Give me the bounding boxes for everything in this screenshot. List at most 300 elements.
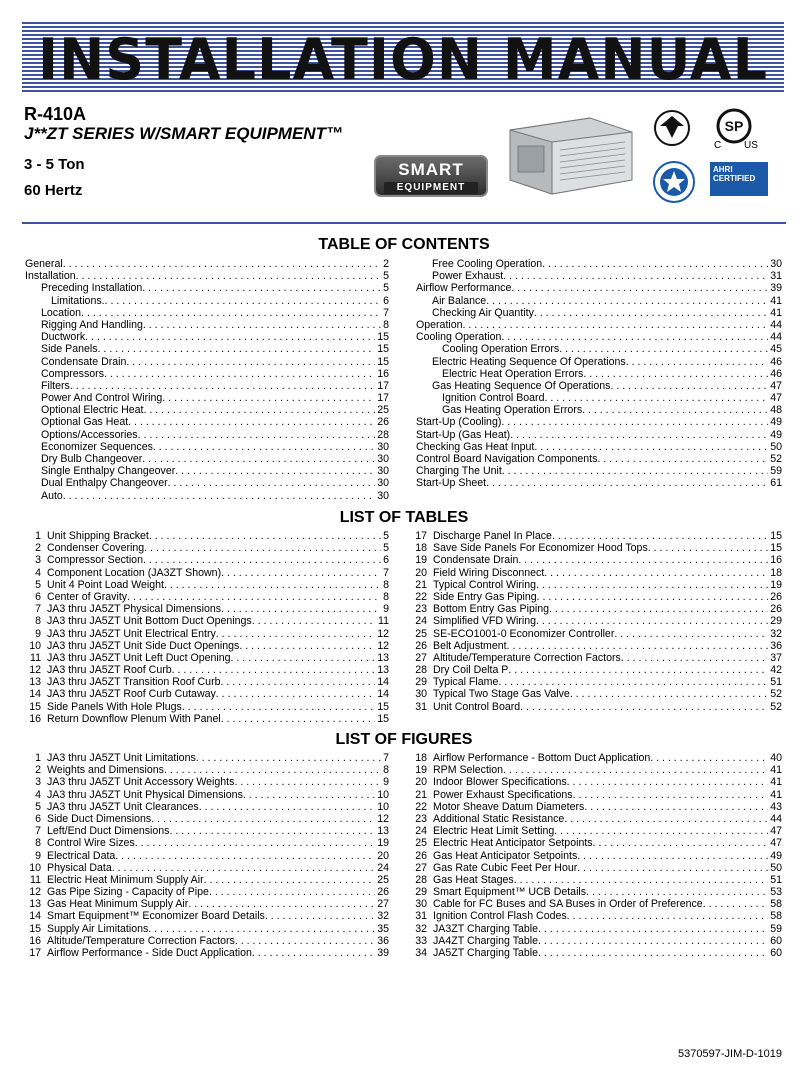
- table-entry-number: 7: [35, 603, 41, 616]
- toc-entry-page: 46: [770, 355, 782, 368]
- figure-entry[interactable]: [25, 789, 389, 801]
- toc-entry-page: 30: [377, 465, 389, 478]
- figure-entry-page: 47: [770, 825, 782, 838]
- table-entry-page: 15: [377, 700, 389, 713]
- table-entry-page: 32: [770, 627, 782, 640]
- figure-entry[interactable]: [411, 898, 782, 910]
- toc-leader-dots: [510, 429, 768, 441]
- smart-logo-line2: EQUIPMENT: [384, 182, 478, 194]
- figure-entry[interactable]: [411, 752, 782, 764]
- toc-entry-label: Condensate Drain: [41, 355, 127, 368]
- figure-entry[interactable]: [25, 825, 389, 837]
- figure-entry[interactable]: [25, 850, 389, 862]
- toc-leader-dots: [162, 392, 375, 404]
- toc-entry-label: Electric Heat Operation Errors: [442, 367, 584, 380]
- table-entry-label: Simplified VFD Wiring: [433, 615, 537, 628]
- table-entry[interactable]: [25, 603, 389, 615]
- figure-entry-label: Gas Rate Cubic Feet Per Hour: [433, 861, 578, 874]
- toc-entry[interactable]: [416, 453, 782, 465]
- title-banner: [22, 22, 784, 92]
- toc-entry[interactable]: [25, 368, 389, 380]
- table-leader-dots: [231, 652, 376, 664]
- toc-entry-label: Electric Heating Sequence Of Operations: [432, 355, 626, 368]
- figure-entry-label: Airflow Performance - Side Duct Application: [47, 947, 252, 959]
- table-entry-page: 12: [377, 627, 389, 640]
- figure-entry-page: 51: [770, 873, 782, 886]
- toc-leader-dots: [81, 307, 381, 319]
- toc-entry-label: Dry Bulb Changeover: [41, 453, 143, 465]
- figure-entry-label: Altitude/Temperature Correction Factors: [47, 934, 235, 947]
- figure-entry-number: 3: [35, 776, 41, 789]
- figure-entry-number: 31: [415, 910, 427, 923]
- table-entry-number: 13: [29, 676, 41, 689]
- figure-entry-label: Gas Heat Stages: [433, 873, 514, 886]
- table-leader-dots: [164, 579, 381, 591]
- figure-entry-page: 43: [770, 800, 782, 813]
- table-entry-label: Altitude/Temperature Correction Factors: [433, 651, 621, 664]
- toc-entry[interactable]: [25, 319, 389, 331]
- table-leader-dots: [520, 701, 768, 713]
- table-entry-label: JA3 thru JA5ZT Unit Electrical Entry: [47, 627, 216, 640]
- figure-entry-label: Electric Heat Limit Setting: [433, 825, 555, 838]
- figure-leader-dots: [567, 776, 769, 788]
- figure-entry-label: Additional Static Resistance: [433, 812, 565, 825]
- toc-entry[interactable]: [25, 356, 389, 368]
- toc-entry[interactable]: [416, 356, 782, 368]
- figure-entry-number: 17: [29, 947, 41, 959]
- figure-entry[interactable]: [25, 898, 389, 910]
- toc-leader-dots: [142, 282, 381, 294]
- figure-entry[interactable]: [25, 764, 389, 776]
- table-entry[interactable]: [25, 567, 389, 579]
- toc-entry-label: Ignition Control Board: [442, 392, 545, 405]
- table-entry[interactable]: [25, 688, 389, 700]
- table-entry-label: Typical Two Stage Gas Valve: [433, 688, 570, 701]
- table-leader-dots: [221, 676, 376, 688]
- table-entry-label: Field Wiring Disconnect: [433, 566, 545, 579]
- toc-entry-label: Options/Accessories: [41, 428, 138, 441]
- toc-entry[interactable]: [416, 404, 782, 416]
- figure-entry-page: 27: [377, 898, 389, 911]
- table-entry-page: 13: [377, 651, 389, 664]
- figure-leader-dots: [593, 837, 769, 849]
- toc-entry[interactable]: [25, 380, 389, 392]
- figure-entry[interactable]: [25, 910, 389, 922]
- toc-entry[interactable]: [416, 429, 782, 441]
- toc-entry[interactable]: [25, 282, 389, 294]
- table-entry-number: 23: [415, 603, 427, 616]
- table-entry-number: 27: [415, 651, 427, 664]
- toc-entry-label: Compressors: [41, 367, 104, 380]
- table-entry[interactable]: [411, 676, 782, 688]
- figure-entry[interactable]: [411, 801, 782, 813]
- figure-entry[interactable]: [411, 935, 782, 947]
- toc-entry[interactable]: [25, 295, 389, 307]
- table-entry-page: 37: [770, 651, 782, 664]
- toc-entry[interactable]: [25, 343, 389, 355]
- table-leader-dots: [552, 530, 768, 542]
- tables-title: LIST OF TABLES: [339, 509, 469, 526]
- toc-leader-dots: [142, 453, 375, 465]
- toc-entry[interactable]: [25, 307, 389, 319]
- document-number: 5370597-JIM-D-1019: [678, 1048, 782, 1060]
- table-entry[interactable]: [25, 591, 389, 603]
- figure-entry[interactable]: [411, 813, 782, 825]
- figure-leader-dots: [577, 862, 768, 874]
- toc-entry[interactable]: [416, 331, 782, 343]
- toc-leader-dots: [610, 380, 768, 392]
- table-entry[interactable]: [411, 615, 782, 627]
- toc-entry-label: Installation: [25, 270, 76, 283]
- figure-entry-page: 8: [383, 764, 389, 777]
- table-entry-label: Save Side Panels For Economizer Hood Tops: [433, 542, 648, 555]
- table-leader-dots: [648, 542, 768, 554]
- table-entry[interactable]: [411, 664, 782, 676]
- figure-entry-page: 47: [770, 837, 782, 850]
- toc-entry-label: Single Enthalpy Changeover: [41, 465, 176, 478]
- figure-leader-dots: [164, 764, 381, 776]
- table-entry[interactable]: [411, 652, 782, 664]
- toc-entry-label: Airflow Performance: [416, 282, 512, 295]
- figure-entry-number: 21: [415, 788, 427, 801]
- table-entry-number: 30: [415, 688, 427, 701]
- toc-leader-dots: [85, 331, 375, 343]
- figure-entry[interactable]: [25, 752, 389, 764]
- toc-entry-page: 15: [377, 343, 389, 356]
- figure-entry-number: 28: [415, 873, 427, 886]
- toc-entry[interactable]: [25, 453, 389, 465]
- figure-leader-dots: [151, 813, 375, 825]
- figure-entry-number: 4: [35, 788, 41, 801]
- figure-entry-label: JA5ZT Charging Table: [433, 947, 539, 959]
- figure-entry[interactable]: [411, 825, 782, 837]
- toc-entry[interactable]: [25, 392, 389, 404]
- toc-entry-label: Operation: [416, 318, 463, 331]
- table-entry[interactable]: [25, 530, 389, 542]
- figure-entry[interactable]: [25, 935, 389, 947]
- toc-entry-label: Filters: [41, 379, 70, 392]
- figure-leader-dots: [586, 886, 768, 898]
- toc-entry[interactable]: [416, 380, 782, 392]
- table-leader-dots: [508, 664, 768, 676]
- table-entry[interactable]: [411, 591, 782, 603]
- toc-right-column: [416, 258, 782, 490]
- figure-entry[interactable]: [25, 947, 389, 959]
- figure-entry-page: 26: [377, 886, 389, 899]
- figure-entry-label: JA3 thru JA5ZT Unit Physical Dimensions: [47, 788, 243, 801]
- table-entry-number: 11: [30, 651, 41, 664]
- table-entry[interactable]: [25, 701, 389, 713]
- table-entry[interactable]: [25, 664, 389, 676]
- table-entry-number: 14: [29, 688, 41, 701]
- table-entry[interactable]: [25, 713, 389, 725]
- table-leader-dots: [621, 652, 768, 664]
- figures-left-column: [25, 752, 389, 959]
- smart-logo-line1: SMART: [398, 160, 464, 179]
- table-entry[interactable]: [411, 530, 782, 542]
- figure-leader-dots: [115, 850, 375, 862]
- figure-entry[interactable]: [25, 862, 389, 874]
- table-entry-label: JA3 thru JA5ZT Roof Curb Cutaway: [47, 688, 216, 701]
- toc-entry[interactable]: [416, 343, 782, 355]
- table-entry[interactable]: [25, 542, 389, 554]
- figure-entry[interactable]: [411, 837, 782, 849]
- toc-entry[interactable]: [416, 282, 782, 294]
- toc-entry[interactable]: [416, 465, 782, 477]
- figure-leader-dots: [564, 813, 768, 825]
- table-entry[interactable]: [25, 615, 389, 627]
- toc-entry[interactable]: [416, 295, 782, 307]
- toc-entry-page: 5: [383, 270, 389, 283]
- toc-entry[interactable]: [25, 490, 389, 502]
- figure-entry[interactable]: [411, 862, 782, 874]
- toc-entry[interactable]: [416, 392, 782, 404]
- figure-entry[interactable]: [411, 850, 782, 862]
- figure-entry[interactable]: [411, 764, 782, 776]
- table-leader-dots: [518, 554, 768, 566]
- figure-entry[interactable]: [25, 801, 389, 813]
- figure-leader-dots: [703, 898, 769, 910]
- table-entry[interactable]: [411, 603, 782, 615]
- table-leader-dots: [172, 664, 376, 676]
- toc-entry-page: 39: [770, 282, 782, 295]
- table-leader-dots: [614, 628, 768, 640]
- figure-entry-label: Smart Equipment™ UCB Details: [433, 886, 587, 899]
- header-divider: [22, 222, 786, 224]
- table-entry-label: Condensate Drain: [433, 554, 519, 567]
- figure-entry-label: Weights and Dimensions: [47, 764, 164, 777]
- toc-entry-label: Optional Electric Heat: [41, 404, 144, 417]
- table-entry-number: 4: [35, 566, 41, 579]
- figure-entry[interactable]: [411, 874, 782, 886]
- toc-entry-page: 49: [770, 416, 782, 429]
- figure-leader-dots: [567, 910, 769, 922]
- table-entry-page: 15: [377, 712, 389, 725]
- figure-entry[interactable]: [25, 776, 389, 788]
- toc-entry[interactable]: [25, 258, 389, 270]
- table-entry-number: 26: [415, 639, 427, 652]
- table-entry-page: 8: [383, 578, 389, 591]
- figure-leader-dots: [577, 850, 768, 862]
- table-entry-page: 16: [770, 554, 782, 567]
- table-entry[interactable]: [411, 688, 782, 700]
- table-entry-label: JA3 thru JA5ZT Unit Left Duct Opening: [47, 651, 231, 664]
- table-entry-label: Unit Shipping Bracket: [47, 530, 149, 542]
- figure-entry[interactable]: [411, 789, 782, 801]
- toc-entry-page: 8: [383, 318, 389, 331]
- toc-entry-page: 46: [770, 367, 782, 380]
- table-entry-label: Belt Adjustment: [433, 639, 507, 652]
- figure-entry-number: 16: [29, 934, 41, 947]
- table-entry[interactable]: [25, 676, 389, 688]
- toc-entry[interactable]: [25, 416, 389, 428]
- refrigerant-label: R-410A: [24, 104, 87, 124]
- figure-entry-page: 25: [377, 873, 389, 886]
- table-entry-number: 29: [415, 676, 427, 689]
- toc-entry[interactable]: [416, 416, 782, 428]
- figure-leader-dots: [650, 752, 768, 764]
- toc-left-column: [25, 258, 389, 502]
- toc-leader-dots: [168, 477, 376, 489]
- toc-entry-page: 47: [770, 392, 782, 405]
- table-entry-number: 1: [35, 530, 41, 542]
- table-entry-page: 52: [770, 688, 782, 701]
- table-leader-dots: [182, 701, 375, 713]
- toc-entry-label: Economizer Sequences: [41, 440, 153, 453]
- figure-leader-dots: [169, 825, 375, 837]
- figure-leader-dots: [265, 910, 375, 922]
- table-entry[interactable]: [411, 542, 782, 554]
- toc-entry[interactable]: [416, 258, 782, 270]
- figure-entry-number: 32: [415, 922, 427, 935]
- table-entry[interactable]: [411, 567, 782, 579]
- table-leader-dots: [216, 628, 375, 640]
- toc-leader-dots: [76, 270, 381, 282]
- toc-entry[interactable]: [25, 331, 389, 343]
- figure-entry[interactable]: [411, 923, 782, 935]
- figure-entry-label: JA3 thru JA5ZT Unit Clearances: [47, 800, 199, 813]
- table-entry-label: Compressor Section: [47, 554, 143, 567]
- toc-leader-dots: [502, 465, 768, 477]
- toc-entry-label: Optional Gas Heat: [41, 416, 129, 429]
- table-entry[interactable]: [25, 554, 389, 566]
- figure-entry[interactable]: [25, 923, 389, 935]
- toc-leader-dots: [143, 319, 381, 331]
- figure-entry[interactable]: [25, 837, 389, 849]
- figure-entry-number: 30: [415, 898, 427, 911]
- figure-leader-dots: [514, 874, 769, 886]
- table-entry[interactable]: [411, 579, 782, 591]
- frequency-label: 60 Hertz: [24, 182, 83, 199]
- figure-entry-page: 58: [770, 898, 782, 911]
- figure-entry-number: 1: [35, 752, 41, 764]
- toc-entry-page: 30: [377, 489, 389, 502]
- figure-entry-number: 8: [35, 837, 41, 850]
- table-entry[interactable]: [25, 628, 389, 640]
- table-entry[interactable]: [25, 652, 389, 664]
- figure-entry-page: 40: [770, 752, 782, 764]
- table-entry-number: 31: [415, 700, 427, 713]
- table-entry-page: 11: [378, 615, 389, 628]
- figure-entry[interactable]: [411, 910, 782, 922]
- table-entry[interactable]: [411, 701, 782, 713]
- figure-entry-label: RPM Selection: [433, 764, 504, 777]
- figure-entry-label: Electric Heat Minimum Supply Air: [47, 873, 204, 886]
- toc-entry[interactable]: [25, 270, 389, 282]
- figure-entry-number: 27: [415, 861, 427, 874]
- figure-entry-page: 44: [770, 812, 782, 825]
- table-entry[interactable]: [411, 554, 782, 566]
- table-leader-dots: [536, 615, 768, 627]
- figure-entry-number: 33: [415, 934, 427, 947]
- toc-entry-label: General: [25, 258, 63, 270]
- figure-entry-number: 13: [29, 898, 41, 911]
- toc-entry[interactable]: [25, 465, 389, 477]
- table-entry-number: 21: [415, 578, 427, 591]
- table-entry-label: JA3 thru JA5ZT Transition Roof Curb: [47, 676, 221, 689]
- table-entry[interactable]: [25, 579, 389, 591]
- toc-entry-page: 5: [383, 282, 389, 295]
- toc-entry[interactable]: [25, 404, 389, 416]
- table-entry[interactable]: [411, 628, 782, 640]
- figure-entry-label: Left/End Duct Dimensions: [47, 825, 170, 838]
- toc-entry[interactable]: [25, 477, 389, 489]
- toc-entry[interactable]: [416, 441, 782, 453]
- figure-entry-label: Gas Pipe Sizing - Capacity of Pipe: [47, 886, 209, 899]
- tables-right-column: [411, 530, 782, 713]
- table-entry[interactable]: [25, 640, 389, 652]
- toc-entry-page: 17: [377, 392, 389, 405]
- toc-entry-label: Control Board Navigation Components: [416, 453, 598, 465]
- svg-text:SP: SP: [724, 118, 744, 134]
- figure-entry-number: 34: [415, 947, 427, 959]
- toc-entry-page: 44: [770, 318, 782, 331]
- figure-entry-number: 9: [35, 849, 41, 862]
- ahri-label: AHRI CERTIFIED: [713, 165, 756, 183]
- figure-entry[interactable]: [25, 886, 389, 898]
- figure-entry-number: 23: [415, 812, 427, 825]
- toc-entry[interactable]: [416, 307, 782, 319]
- toc-entry-label: Ductwork: [41, 331, 86, 344]
- table-leader-dots: [507, 640, 769, 652]
- toc-entry-page: 6: [383, 294, 389, 307]
- toc-entry-label: Start-Up Sheet: [416, 477, 487, 490]
- figure-entry-number: 18: [415, 752, 427, 764]
- toc-leader-dots: [534, 307, 768, 319]
- toc-entry[interactable]: [416, 477, 782, 489]
- figure-entry[interactable]: [411, 947, 782, 959]
- table-leader-dots: [149, 530, 381, 542]
- table-entry-page: 6: [383, 554, 389, 567]
- figure-entry-page: 7: [383, 752, 389, 764]
- toc-entry-page: 48: [770, 404, 782, 417]
- csa-us-label: US: [744, 140, 758, 151]
- table-entry-page: 19: [770, 578, 782, 591]
- toc-entry-page: 47: [770, 379, 782, 392]
- figure-entry[interactable]: [411, 776, 782, 788]
- figure-entry-page: 60: [770, 947, 782, 959]
- figure-entry-number: 5: [35, 800, 41, 813]
- table-entry[interactable]: [411, 640, 782, 652]
- toc-entry[interactable]: [25, 429, 389, 441]
- toc-leader-dots: [63, 490, 375, 502]
- toc-entry-label: Start-Up (Gas Heat): [416, 428, 511, 441]
- figure-entry[interactable]: [25, 874, 389, 886]
- toc-leader-dots: [542, 258, 768, 270]
- figure-leader-dots: [135, 837, 375, 849]
- figure-entry[interactable]: [25, 813, 389, 825]
- table-entry-number: 28: [415, 664, 427, 677]
- toc-entry[interactable]: [416, 368, 782, 380]
- table-entry-label: Unit Control Board: [433, 700, 521, 713]
- figure-entry[interactable]: [411, 886, 782, 898]
- table-entry-number: 2: [35, 542, 41, 555]
- toc-entry[interactable]: [416, 270, 782, 282]
- toc-entry[interactable]: [416, 319, 782, 331]
- figure-entry-page: 10: [377, 800, 389, 813]
- toc-entry-page: 17: [377, 379, 389, 392]
- figure-entry-label: Indoor Blower Specifications: [433, 776, 567, 789]
- table-entry-label: Typical Control Wiring: [433, 578, 537, 591]
- table-entry-page: 51: [770, 676, 782, 689]
- toc-entry-page: 25: [377, 404, 389, 417]
- figures-right-column: [411, 752, 782, 959]
- toc-entry-label: Free Cooling Operation: [432, 258, 543, 270]
- table-entry-page: 52: [770, 700, 782, 713]
- toc-entry[interactable]: [25, 441, 389, 453]
- figure-entry-label: Motor Sheave Datum Diameters: [433, 800, 585, 813]
- table-entry-label: Discharge Panel In Place: [433, 530, 552, 542]
